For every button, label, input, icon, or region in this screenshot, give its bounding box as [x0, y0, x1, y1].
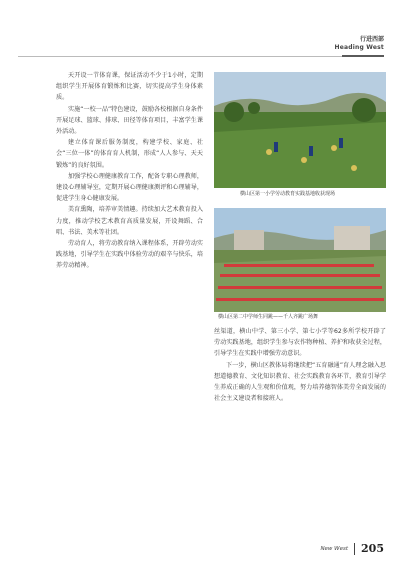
page-number: 205: [361, 542, 384, 555]
left-text-column: [56, 70, 203, 272]
paragraph: 加强学校心理健康教育工作，配备专职心理教师，建设心理辅导室，定期开展心理健康测评和心理辅导，促进学生身心健康发展。: [56, 172, 203, 203]
section-subtitle: Heading West: [334, 44, 384, 51]
paragraph: 美育熏陶，培养审美情趣。持续加大艺术教育投入力度，推动学校艺术教育高质量发展，开设舞蹈、合唱、书法、美术等社团。: [56, 206, 203, 236]
photo-caption: 横山区第一小学劳动教育实践基地收获现场: [240, 191, 336, 197]
right-text-column: [214, 326, 386, 404]
paragraph: 劳动育人，将劳动教育纳入课程体系，开辟劳动实践基地，引导学生在实践中体验劳动的艰辛与快乐，培养劳动精神。: [56, 240, 203, 270]
section-title: 行进西部: [359, 36, 384, 43]
photo-caption: 横山区第二中学师生同跳——千人齐跳广场舞: [218, 314, 319, 320]
magazine-name: New West: [320, 545, 349, 552]
paragraph: 丝渠道，横山中学、第三小学、第七小学等62多所学校开辟了劳动实践基地，组织学生参与农作物种植、养护和收获全过程，引导学生在实践中增强劳动意识。: [214, 328, 386, 358]
header-rule: [18, 56, 384, 57]
paragraph: 下一步，横山区教体局将继续把“五育融通”育人理念融入思想道德教育、文化知识教育、社会实践教育各环节，教育引导学生养成正确的人生观和价值观，努力培养德智体美劳全面发展的社会主义建设者和接班人。: [214, 361, 386, 403]
header-accent-rule: [342, 55, 384, 57]
plaza-dance-photo: [214, 208, 386, 312]
farm-field-photo: [214, 72, 386, 188]
section-header: [335, 36, 384, 52]
paragraph: 天开设一节体育课，保证活动不少于1小时，定期组织学生开展体育锻炼和比赛，切实提高学生身体素质。: [56, 72, 203, 102]
paragraph: 实施“一校一品”特色建设，鼓励各校根据自身条件开展足球、篮球、排球、田径等体育项目，丰富学生课外活动。: [56, 105, 203, 136]
page-footer: [320, 542, 384, 555]
paragraph: 建立体育课后服务制度，构建学校、家庭、社会“三位一体”的体育育人机制，形成“人人参与、天天锻炼”的良好氛围。: [56, 139, 203, 169]
footer-divider: [354, 543, 355, 555]
